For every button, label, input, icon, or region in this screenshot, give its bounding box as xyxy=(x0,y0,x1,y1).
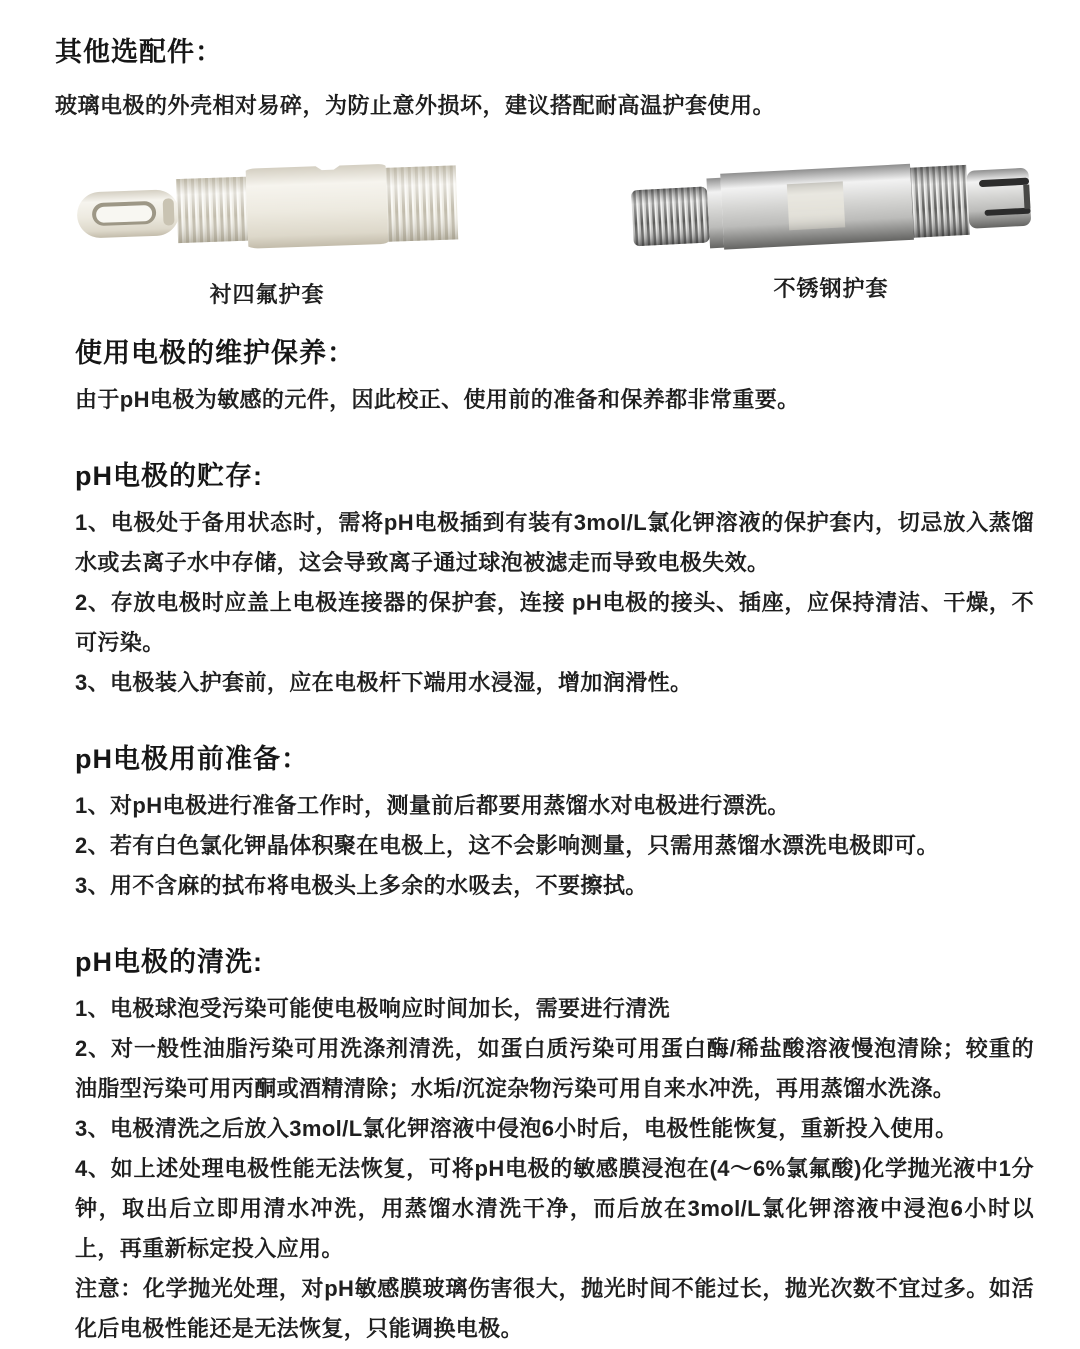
list-item: 4、如上述处理电极性能无法恢复，可将pH电极的敏感膜浸泡在(4～6%氯氟酸)化学抛光液中1分钟，取出后立即用清水冲洗，用蒸馏水清洗干净，而后放在3mol/L氯化钾溶液中浸泡6小时以上，再重新标定投入应用。 xyxy=(75,1156,1034,1261)
page-title: 其他选配件： xyxy=(55,37,223,67)
section-cleaning xyxy=(75,940,1034,1349)
list-item: 3、用不含麻的拭布将电极头上多余的水吸去，不要擦拭。 xyxy=(75,873,648,898)
list-item: 1、对pH电极进行准备工作时，测量前后都要用蒸馏水对电极进行漂洗。 xyxy=(75,793,790,818)
list-item: 1、电极球泡受污染可能使电极响应时间加长，需要进行清洗 xyxy=(75,996,671,1021)
section-preparation xyxy=(75,737,1034,906)
intro-text: 玻璃电极的外壳相对易碎，为防止意外损坏，建议搭配耐高温护套使用。 xyxy=(55,93,776,118)
section-maintenance-heading: 使用电极的维护保养： xyxy=(75,338,355,368)
stainless-sleeve-caption: 不锈钢护套 xyxy=(773,276,889,301)
section-storage-heading: pH电极的贮存: xyxy=(75,461,263,491)
section-maintenance xyxy=(75,331,1034,420)
section-preparation-heading: pH电极用前准备： xyxy=(75,744,309,774)
list-item: 2、对一般性油脂污染可用洗涤剂清洗，如蛋白质污染可用蛋白酶/稀盐酸溶液慢泡清除；较重的油脂型污染可用丙酮或酒精清除；水垢/沉淀杂物污染可用自来水冲洗，再用蒸馏水洗涤。 xyxy=(75,1036,1034,1101)
list-item: 2、存放电极时应盖上电极连接器的保护套，连接 pH电极的接头、插座，应保持清洁、干燥，不可污染。 xyxy=(75,590,1034,655)
doc-sections xyxy=(75,331,1034,1349)
list-item: 3、电极装入护套前，应在电极杆下端用水浸湿，增加润滑性。 xyxy=(75,670,693,695)
stainless-sleeve-figure xyxy=(628,146,1034,303)
stainless-sleeve-image xyxy=(628,146,1034,264)
note-text: 注意：化学抛光处理，对pH敏感膜玻璃伤害很大，抛光时间不能过长，抛光次数不宜过多。如活化后电极性能还是无法恢复，只能调换电极。 xyxy=(75,1276,1034,1341)
ptfe-sleeve-figure xyxy=(73,146,461,309)
list-item: 3、电极清洗之后放入3mol/L氯化钾溶液中侵泡6小时后，电极性能恢复，重新投入使用。 xyxy=(75,1116,958,1141)
section-storage xyxy=(75,454,1034,703)
accessory-images xyxy=(73,146,1034,309)
list-item: 2、若有白色氯化钾晶体积聚在电极上，这不会影响测量，只需用蒸馏水漂洗电极即可。 xyxy=(75,833,939,858)
ptfe-sleeve-caption: 衬四氟护套 xyxy=(209,282,325,307)
list-item: 1、电极处于备用状态时，需将pH电极插到有装有3mol/L氯化钾溶液的保护套内，切忌放入蒸馏水或去离子水中存储，这会导致离子通过球泡被滤走而导致电极失效。 xyxy=(75,510,1034,575)
ptfe-sleeve-image xyxy=(73,146,461,270)
section-cleaning-heading: pH电极的清洗: xyxy=(75,947,263,977)
paragraph: 由于pH电极为敏感的元件，因此校正、使用前的准备和保养都非常重要。 xyxy=(75,387,800,412)
